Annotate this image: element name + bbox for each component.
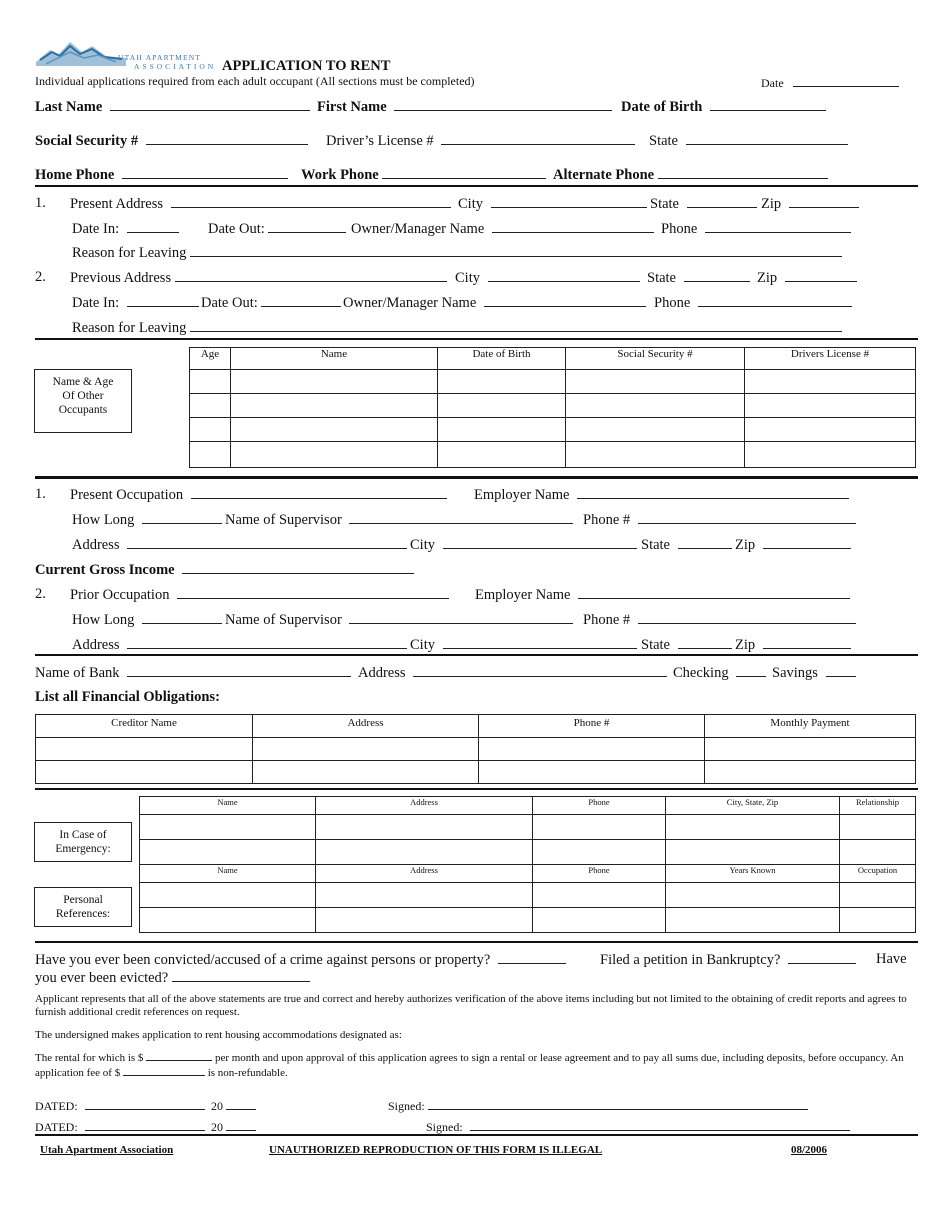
table-cell[interactable]: [140, 908, 316, 933]
table-cell[interactable]: [253, 761, 479, 784]
employer-name-blank[interactable]: [577, 486, 849, 499]
year-label: 20: [211, 1120, 223, 1134]
state-label: State: [649, 133, 678, 149]
signature-blank[interactable]: [428, 1097, 808, 1110]
supervisor-label: Name of Supervisor: [225, 612, 342, 628]
bank-address-label: Address: [358, 665, 406, 681]
application-fee-blank[interactable]: [123, 1065, 205, 1076]
year-blank[interactable]: [226, 1097, 256, 1110]
table-cell[interactable]: [533, 883, 666, 908]
employment-2-number: 2.: [35, 586, 46, 602]
bankruptcy-answer-blank[interactable]: [788, 951, 856, 964]
references-label-box: [34, 887, 132, 927]
state-label: State: [641, 537, 670, 553]
date-in-blank[interactable]: [127, 220, 179, 233]
dated-blank[interactable]: [85, 1118, 205, 1131]
state-blank[interactable]: [687, 195, 757, 208]
alt-phone-blank[interactable]: [658, 166, 828, 179]
residence-1-number: 1.: [35, 195, 46, 211]
table-cell[interactable]: [840, 840, 916, 865]
col-years-known: Years Known: [666, 865, 840, 883]
table-cell[interactable]: [566, 418, 745, 442]
how-long-label: How Long: [72, 612, 135, 628]
crime-question: Have you ever been convicted/accused of a crime against persons or property?: [35, 952, 491, 968]
table-cell[interactable]: [231, 418, 438, 442]
table-cell[interactable]: [36, 761, 253, 784]
col-address: Address: [316, 865, 533, 883]
city-blank[interactable]: [488, 269, 640, 282]
table-cell[interactable]: [566, 442, 745, 468]
emergency-label: In Case of Emergency:: [55, 829, 111, 855]
prior-occupation-label: Prior Occupation: [70, 587, 170, 603]
section-divider: [35, 338, 918, 340]
col-monthly-payment: Monthly Payment: [705, 715, 916, 738]
table-cell[interactable]: [190, 418, 231, 442]
date-out-label: Date Out:: [208, 221, 265, 237]
table-cell[interactable]: [705, 738, 916, 761]
table-cell[interactable]: [140, 883, 316, 908]
table-row: [190, 370, 916, 394]
state-label: State: [650, 196, 679, 212]
zip-label: Zip: [735, 637, 756, 653]
section-divider: [35, 476, 918, 479]
section-divider: [35, 941, 918, 943]
reason-for-leaving-blank[interactable]: [190, 319, 842, 332]
work-phone-label: Work Phone: [301, 167, 379, 183]
savings-label: Savings: [772, 665, 818, 681]
col-occupation: Occupation: [840, 865, 916, 883]
table-cell[interactable]: [745, 394, 916, 418]
rental-text-b: per month and upon approval of this application agrees to sign a rental or lease agreement and to pay all sums due, including deposits, before occupancy. An application fee of $: [35, 1052, 904, 1079]
footer-org: Utah Apartment Association: [40, 1144, 174, 1156]
table-row: [36, 738, 916, 761]
col-name: Name: [140, 797, 316, 815]
reason-for-leaving-label: Reason for Leaving: [72, 320, 187, 336]
date-in-label: Date In:: [72, 221, 120, 237]
supervisor-label: Name of Supervisor: [225, 512, 342, 528]
zip-label: Zip: [761, 196, 782, 212]
monthly-rent-blank[interactable]: [146, 1050, 212, 1061]
dated-label: DATED:: [35, 1120, 78, 1134]
zip-blank[interactable]: [785, 269, 857, 282]
signature-blank[interactable]: [470, 1118, 850, 1131]
bank-name-blank[interactable]: [127, 664, 351, 677]
first-name-blank[interactable]: [394, 98, 612, 111]
date-label: Date: [761, 76, 784, 90]
savings-blank[interactable]: [826, 664, 856, 677]
how-long-blank[interactable]: [142, 511, 222, 524]
previous-address-blank[interactable]: [175, 269, 447, 282]
state-blank[interactable]: [678, 636, 732, 649]
first-name-label: First Name: [317, 99, 387, 115]
zip-label: Zip: [757, 270, 778, 286]
logo-text-line2: ASSOCIATION: [134, 62, 217, 71]
date-out-label: Date Out:: [201, 295, 258, 311]
zip-blank[interactable]: [763, 536, 851, 549]
table-cell[interactable]: [140, 815, 316, 840]
present-address-blank[interactable]: [171, 195, 451, 208]
table-cell[interactable]: [140, 840, 316, 865]
owner-manager-blank[interactable]: [484, 294, 646, 307]
prior-occupation-blank[interactable]: [177, 586, 449, 599]
state-label: State: [647, 270, 676, 286]
how-long-label: How Long: [72, 512, 135, 528]
table-cell[interactable]: [666, 840, 840, 865]
address-label: Address: [72, 537, 120, 553]
obligations-title: List all Financial Obligations:: [35, 689, 220, 705]
phone-blank[interactable]: [638, 611, 856, 624]
home-phone-label: Home Phone: [35, 167, 115, 183]
table-cell[interactable]: [231, 394, 438, 418]
table-cell[interactable]: [190, 442, 231, 468]
col-address: Address: [253, 715, 479, 738]
table-cell[interactable]: [190, 370, 231, 394]
references-label: Personal References:: [55, 894, 111, 920]
col-ssn: Social Security #: [566, 348, 745, 370]
col-phone: Phone #: [479, 715, 705, 738]
table-cell[interactable]: [231, 370, 438, 394]
table-row: [190, 442, 916, 468]
table-cell[interactable]: [840, 815, 916, 840]
col-age: Age: [190, 348, 231, 370]
table-cell[interactable]: [745, 442, 916, 468]
col-city-state-zip: City, State, Zip: [666, 797, 840, 815]
address-blank[interactable]: [127, 636, 407, 649]
employer-name-label: Employer Name: [474, 487, 570, 503]
table-cell[interactable]: [479, 761, 705, 784]
col-relationship: Relationship: [840, 797, 916, 815]
address-blank[interactable]: [127, 536, 407, 549]
city-blank[interactable]: [443, 536, 637, 549]
zip-blank[interactable]: [763, 636, 851, 649]
address-label: Address: [72, 637, 120, 653]
rental-statement: [35, 1050, 915, 1080]
drivers-license-blank[interactable]: [441, 132, 635, 145]
obligations-table: [35, 714, 916, 784]
col-phone: Phone: [533, 865, 666, 883]
occupants-label: Name & Age Of Other Occupants: [52, 376, 114, 416]
col-address: Address: [316, 797, 533, 815]
table-row: [140, 883, 916, 908]
table-cell[interactable]: [745, 370, 916, 394]
page-title: APPLICATION TO RENT: [222, 58, 391, 74]
supervisor-blank[interactable]: [349, 511, 573, 524]
present-address-label: Present Address: [70, 196, 164, 212]
state-label: State: [641, 637, 670, 653]
rental-text-a: The rental for which is $: [35, 1052, 144, 1064]
phone-label: Phone #: [583, 512, 631, 528]
table-cell[interactable]: [438, 418, 566, 442]
table-cell[interactable]: [36, 738, 253, 761]
evicted-question: you ever been evicted?: [35, 970, 169, 986]
undersigned-statement: The undersigned makes application to rent housing accommodations designated as:: [35, 1029, 402, 1041]
phone-label: Phone: [654, 295, 691, 311]
drivers-license-label: Driver’s License #: [326, 133, 434, 149]
city-label: City: [410, 537, 435, 553]
col-drivers-license: Drivers License #: [745, 348, 916, 370]
last-name-label: Last Name: [35, 99, 103, 115]
mountain-logo-icon: [36, 36, 126, 66]
col-name: Name: [140, 865, 316, 883]
bank-name-label: Name of Bank: [35, 665, 120, 681]
state-blank[interactable]: [686, 132, 848, 145]
table-cell[interactable]: [190, 394, 231, 418]
year-label: 20: [211, 1099, 223, 1113]
emergency-references-table: [139, 796, 916, 933]
table-cell[interactable]: [231, 442, 438, 468]
rental-text-c: is non-refundable.: [207, 1067, 288, 1079]
present-occupation-label: Present Occupation: [70, 487, 184, 503]
gross-income-blank[interactable]: [182, 561, 414, 574]
date-out-blank[interactable]: [261, 294, 341, 307]
date-out-blank[interactable]: [268, 220, 346, 233]
dated-blank[interactable]: [85, 1097, 205, 1110]
owner-manager-label: Owner/Manager Name: [351, 221, 485, 237]
footer-divider: [35, 1134, 918, 1136]
supervisor-blank[interactable]: [349, 611, 573, 624]
ssn-label: Social Security #: [35, 133, 139, 149]
state-blank[interactable]: [684, 269, 750, 282]
last-name-blank[interactable]: [110, 98, 310, 111]
date-in-label: Date In:: [72, 295, 120, 311]
phone-label: Phone #: [583, 612, 631, 628]
table-cell[interactable]: [479, 738, 705, 761]
year-blank[interactable]: [226, 1118, 256, 1131]
phone-blank[interactable]: [638, 511, 856, 524]
reason-for-leaving-label: Reason for Leaving: [72, 245, 187, 261]
zip-blank[interactable]: [789, 195, 859, 208]
bank-address-blank[interactable]: [413, 664, 667, 677]
col-dob: Date of Birth: [438, 348, 566, 370]
col-creditor-name: Creditor Name: [36, 715, 253, 738]
dob-label: Date of Birth: [621, 99, 703, 115]
city-blank[interactable]: [491, 195, 647, 208]
date-blank[interactable]: [793, 74, 899, 87]
footer-version: 08/2006: [791, 1144, 828, 1156]
col-name: Name: [231, 348, 438, 370]
section-divider: [35, 654, 918, 656]
table-cell[interactable]: [705, 761, 916, 784]
table-cell[interactable]: [533, 815, 666, 840]
gross-income-label: Current Gross Income: [35, 562, 175, 578]
table-cell[interactable]: [745, 418, 916, 442]
present-occupation-blank[interactable]: [191, 486, 447, 499]
table-cell[interactable]: [533, 840, 666, 865]
table-cell[interactable]: [316, 840, 533, 865]
city-label: City: [458, 196, 483, 212]
date-field[interactable]: [761, 74, 899, 91]
employer-name-blank[interactable]: [578, 586, 850, 599]
dob-blank[interactable]: [710, 98, 826, 111]
table-cell[interactable]: [666, 815, 840, 840]
table-row: [190, 394, 916, 418]
emergency-label-box: [34, 822, 132, 862]
table-cell[interactable]: [316, 815, 533, 840]
occupants-label-box: [34, 369, 132, 433]
instructions: Individual applications required from each adult occupant (All sections must be completed): [35, 74, 475, 88]
table-row: [190, 418, 916, 442]
table-cell[interactable]: [840, 908, 916, 933]
checking-blank[interactable]: [736, 664, 766, 677]
col-phone: Phone: [533, 797, 666, 815]
phone-label: Phone: [661, 221, 698, 237]
phone-blank[interactable]: [705, 220, 851, 233]
owner-manager-blank[interactable]: [492, 220, 654, 233]
evicted-question-start: Have: [876, 951, 907, 967]
evicted-answer-blank[interactable]: [172, 969, 310, 982]
logo: [36, 36, 217, 74]
bankruptcy-question: Filed a petition in Bankruptcy?: [600, 952, 781, 968]
table-cell[interactable]: [666, 883, 840, 908]
table-cell[interactable]: [438, 370, 566, 394]
date-in-blank[interactable]: [127, 294, 199, 307]
city-blank[interactable]: [443, 636, 637, 649]
table-cell[interactable]: [316, 908, 533, 933]
alt-phone-label: Alternate Phone: [553, 167, 655, 183]
table-row: [140, 840, 916, 865]
logo-text-line1: UTAH APARTMENT: [118, 53, 202, 62]
home-phone-blank[interactable]: [122, 166, 288, 179]
employment-1-number: 1.: [35, 486, 46, 502]
reason-for-leaving-blank[interactable]: [190, 244, 842, 257]
authorization-statement: Applicant represents that all of the above statements are true and correct and hereby authorizes verification of the above items including but not limited to the obtaining of credit reports and agrees to furnish additional credit references on request.: [35, 993, 907, 1018]
work-phone-blank[interactable]: [382, 166, 546, 179]
phone-blank[interactable]: [698, 294, 852, 307]
checking-label: Checking: [673, 665, 729, 681]
city-label: City: [455, 270, 480, 286]
section-divider: [35, 185, 918, 187]
signed-label: Signed:: [426, 1120, 463, 1134]
table-cell[interactable]: [840, 883, 916, 908]
table-cell[interactable]: [438, 394, 566, 418]
table-row: [36, 761, 916, 784]
crime-answer-blank[interactable]: [498, 951, 566, 964]
occupants-table: [189, 347, 916, 468]
table-cell[interactable]: [666, 908, 840, 933]
table-row: [140, 908, 916, 933]
table-cell[interactable]: [533, 908, 666, 933]
table-row: [140, 815, 916, 840]
dated-label: DATED:: [35, 1099, 78, 1113]
how-long-blank[interactable]: [142, 611, 222, 624]
section-divider: [35, 788, 918, 790]
footer-warning: UNAUTHORIZED REPRODUCTION OF THIS FORM IS ILLEGAL: [269, 1144, 603, 1156]
employer-name-label: Employer Name: [475, 587, 571, 603]
residence-2-number: 2.: [35, 269, 46, 285]
table-cell[interactable]: [438, 442, 566, 468]
city-label: City: [410, 637, 435, 653]
signed-label: Signed:: [388, 1099, 425, 1113]
state-blank[interactable]: [678, 536, 732, 549]
zip-label: Zip: [735, 537, 756, 553]
ssn-blank[interactable]: [146, 132, 308, 145]
previous-address-label: Previous Address: [70, 270, 172, 286]
table-cell[interactable]: [253, 738, 479, 761]
table-cell[interactable]: [316, 883, 533, 908]
table-cell[interactable]: [566, 394, 745, 418]
table-cell[interactable]: [566, 370, 745, 394]
owner-manager-label: Owner/Manager Name: [343, 295, 477, 311]
